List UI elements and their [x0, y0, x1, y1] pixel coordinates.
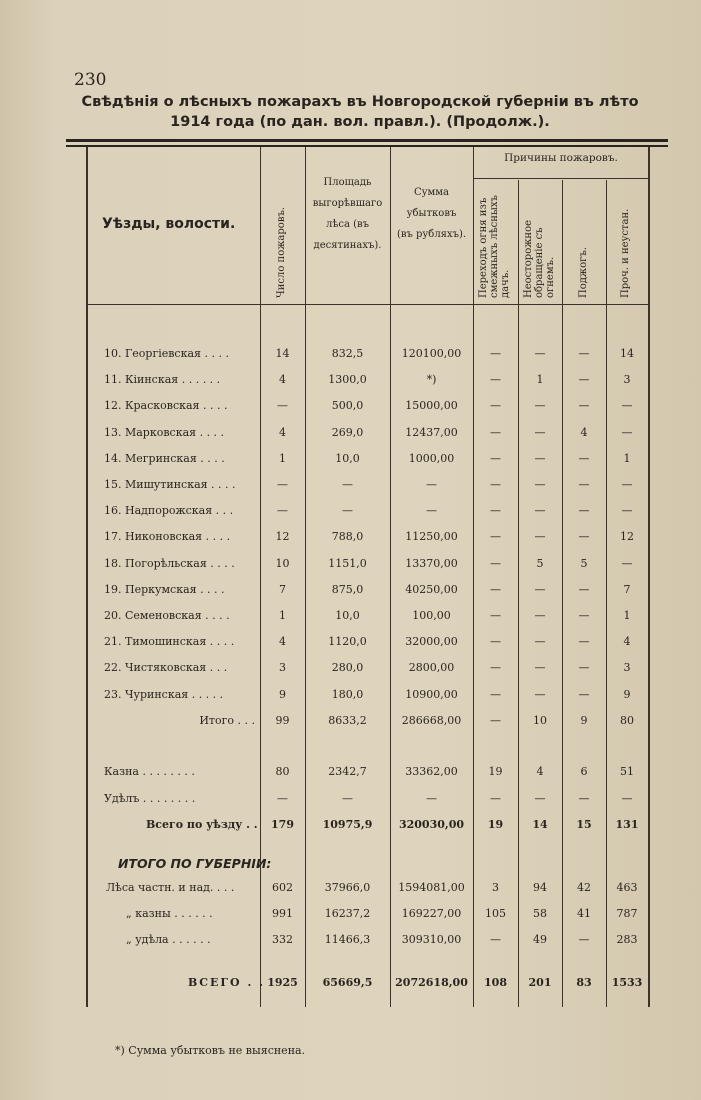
cell-c2: 1: [536, 373, 544, 386]
cell-loss: 286668,00: [401, 714, 462, 727]
cell-c4: 463: [616, 881, 638, 894]
cell-c2: 201: [528, 976, 552, 989]
cell-c4: 51: [620, 765, 634, 778]
loss-header: Сумма убытковъ (въ рубляхъ).: [396, 187, 467, 240]
cell-c3: 83: [576, 976, 592, 989]
cell-c4: 4: [623, 635, 631, 648]
row-name: 12. Красковская . . . .: [104, 399, 228, 412]
cell-c4: 1533: [611, 976, 643, 989]
cell-c4: —: [621, 478, 633, 491]
cell-area: 788,0: [331, 530, 364, 543]
cell-loss: 33362,00: [405, 765, 458, 778]
cell-area: 2342,7: [328, 765, 367, 778]
table-row: [0, 684, 701, 706]
cell-c3: —: [578, 399, 590, 412]
cell-loss: 10900,00: [405, 688, 458, 701]
cell-area: 180,0: [331, 688, 364, 701]
causes-header: Причины пожаровъ.: [504, 152, 618, 164]
cell-c2: 49: [533, 933, 547, 946]
cell-c3: —: [578, 635, 590, 648]
cell-area: 10975,9: [322, 818, 373, 831]
cell-count: 602: [272, 881, 293, 894]
cell-area: —: [342, 504, 353, 517]
table-row: [0, 710, 701, 732]
cell-count: 10: [275, 557, 290, 570]
cell-c4: —: [621, 557, 633, 570]
cell-loss: 120100,00: [401, 347, 462, 360]
cell-c1: —: [490, 688, 501, 701]
table-row: [0, 395, 701, 417]
cell-c1: —: [490, 373, 501, 386]
cell-area: 280,0: [331, 661, 364, 674]
cell-count: 332: [272, 933, 293, 946]
cell-c1: —: [490, 661, 501, 674]
cell-c1: —: [490, 583, 501, 596]
cell-area: 10,0: [335, 452, 360, 465]
header-bottom-rule: [86, 304, 648, 305]
cell-area: 65669,5: [322, 976, 373, 989]
cell-loss: 169227,00: [401, 907, 462, 920]
cell-c3: 6: [580, 765, 588, 778]
row-name: 16. Надпорожская . . .: [104, 504, 234, 517]
cell-area: 1300,0: [328, 373, 367, 386]
row-name: Итого . . .: [199, 714, 255, 727]
table-row: [0, 761, 701, 783]
table-row: [0, 474, 701, 496]
cell-area: 875,0: [331, 583, 364, 596]
table-row: [0, 972, 701, 994]
row-name: „ казны . . . . . .: [126, 907, 213, 920]
row-name: ВСЕГО . .: [188, 976, 265, 989]
cell-c2: —: [534, 426, 546, 439]
cause-spread-header: Переходъ огня изъ смежныхъ лѣсныхъ дачъ.: [478, 195, 511, 298]
cell-area: 8633,2: [328, 714, 367, 727]
cell-area: —: [342, 792, 353, 805]
count-header: Число пожаровъ.: [276, 207, 287, 298]
row-name: 22. Чистяковская . . .: [104, 661, 228, 674]
cell-c1: 3: [492, 881, 499, 894]
cell-c4: 3: [623, 661, 631, 674]
cell-area: 1120,0: [328, 635, 367, 648]
row-name: 23. Чуринская . . . . .: [104, 688, 224, 701]
cell-loss: 40250,00: [405, 583, 458, 596]
cell-c2: —: [534, 399, 546, 412]
cell-count: 179: [271, 818, 294, 831]
cell-count: 99: [275, 714, 290, 727]
table-row: [0, 903, 701, 925]
cell-loss: 1000,00: [408, 452, 455, 465]
table-row: [0, 788, 701, 810]
row-name: Всего по уѣзду . .: [146, 818, 258, 831]
cell-c2: —: [534, 583, 546, 596]
cell-area: —: [342, 478, 353, 491]
cell-loss: 2072618,00: [395, 976, 468, 989]
table-row: [0, 814, 701, 836]
cell-area: 832,5: [331, 347, 364, 360]
cell-c3: —: [578, 933, 590, 946]
cell-c2: —: [534, 452, 546, 465]
cause-careless-header: Неосторожное обращеніе съ огнемъ.: [523, 219, 556, 298]
cell-loss: 15000,00: [405, 399, 458, 412]
cell-c1: —: [490, 478, 501, 491]
row-name: Лѣса частн. и над. . . .: [106, 881, 235, 894]
table-row: [0, 631, 701, 653]
cell-c1: —: [490, 452, 501, 465]
cell-c3: —: [578, 688, 590, 701]
cell-c1: —: [490, 426, 501, 439]
table-row: [0, 500, 701, 522]
table-row: [0, 877, 701, 899]
cell-c2: —: [534, 530, 546, 543]
cell-loss: 309310,00: [401, 933, 462, 946]
table-row: [0, 929, 701, 951]
row-name: 21. Тимошинская . . . .: [104, 635, 235, 648]
cell-area: 11466,3: [324, 933, 371, 946]
table-row: [0, 343, 701, 365]
cell-count: —: [277, 792, 288, 805]
cell-loss: 1594081,00: [398, 881, 465, 894]
cell-c2: —: [534, 688, 546, 701]
cell-c3: —: [578, 583, 590, 596]
row-name: Казна . . . . . . . .: [104, 765, 195, 778]
cell-count: 1: [279, 452, 286, 465]
cell-c3: 4: [580, 426, 588, 439]
cell-count: 1: [279, 609, 286, 622]
cell-c2: 58: [533, 907, 547, 920]
cell-c3: 42: [577, 881, 591, 894]
cell-c2: 10: [533, 714, 547, 727]
row-name: 11. Кіинская . . . . . .: [104, 373, 221, 386]
cell-loss: —: [426, 504, 437, 517]
cell-c1: —: [490, 714, 501, 727]
page-title: [40, 92, 680, 132]
cell-area: 16237,2: [324, 907, 371, 920]
cell-c4: —: [621, 399, 633, 412]
cell-count: 1925: [267, 976, 298, 989]
cell-c1: —: [490, 933, 501, 946]
cell-loss: 320030,00: [398, 818, 465, 831]
district-header: Уѣзды, волости.: [102, 216, 236, 232]
cause-other-header: Проч. и неустан.: [620, 208, 631, 298]
cell-c3: —: [578, 478, 590, 491]
cell-c2: —: [534, 478, 546, 491]
cell-c3: —: [578, 452, 590, 465]
cell-count: 80: [275, 765, 290, 778]
cell-count: 12: [275, 530, 290, 543]
cell-c3: —: [578, 661, 590, 674]
cell-c1: —: [490, 557, 501, 570]
cell-c2: —: [534, 504, 546, 517]
cell-c1: —: [490, 530, 501, 543]
row-name: 10. Георгіевская . . . .: [104, 347, 229, 360]
cause-arson-header: Поджогъ.: [578, 247, 589, 298]
cell-c3: 5: [580, 557, 588, 570]
cell-c4: 9: [623, 688, 631, 701]
cell-count: 4: [279, 635, 286, 648]
cell-c3: 9: [580, 714, 588, 727]
footnote: *) Сумма убытковъ не выяснена.: [115, 1044, 306, 1057]
row-name: 15. Мишутинская . . . .: [104, 478, 236, 491]
cell-c4: 787: [616, 907, 638, 920]
top-rule: [66, 139, 668, 142]
cell-count: 991: [272, 907, 293, 920]
causes-divider: [473, 178, 648, 179]
cell-count: 7: [279, 583, 286, 596]
row-name: 20. Семеновская . . . .: [104, 609, 230, 622]
cell-c4: 283: [616, 933, 638, 946]
cell-count: 9: [279, 688, 286, 701]
cell-count: 3: [279, 661, 286, 674]
table-row: [0, 448, 701, 470]
row-name: 14. Мегринская . . . .: [104, 452, 225, 465]
cell-c1: —: [490, 399, 501, 412]
cell-c1: —: [490, 609, 501, 622]
cell-area: 269,0: [331, 426, 364, 439]
cell-count: 4: [279, 373, 286, 386]
table-row: [0, 657, 701, 679]
table-row: [0, 605, 701, 627]
cell-c2: —: [534, 792, 546, 805]
cell-c2: 14: [532, 818, 548, 831]
cell-c2: 4: [536, 765, 544, 778]
cell-loss: —: [426, 792, 437, 805]
cell-loss: 11250,00: [405, 530, 458, 543]
cell-c4: 3: [623, 373, 631, 386]
page-number: 230: [74, 70, 107, 90]
cell-c3: —: [578, 347, 590, 360]
cell-c2: —: [534, 347, 546, 360]
cell-c3: —: [578, 792, 590, 805]
cell-c4: 14: [620, 347, 634, 360]
cell-loss: *): [426, 373, 437, 386]
table-row: [0, 526, 701, 548]
row-name: 17. Никоновская . . . .: [104, 530, 231, 543]
cell-count: —: [277, 399, 288, 412]
table-row: [0, 422, 701, 444]
cell-c2: —: [534, 635, 546, 648]
cell-count: 4: [279, 426, 286, 439]
cell-c1: 19: [488, 765, 503, 778]
cell-loss: —: [426, 478, 437, 491]
cell-loss: 2800,00: [408, 661, 455, 674]
cell-loss: 12437,00: [405, 426, 458, 439]
cell-c3: 15: [576, 818, 592, 831]
cell-c1: 108: [484, 976, 507, 989]
table-row: [0, 369, 701, 391]
cell-area: 500,0: [331, 399, 364, 412]
top-rule-thin: [66, 145, 668, 147]
cell-c1: 105: [485, 907, 506, 920]
cell-c4: —: [621, 504, 633, 517]
area-header: Площадь выгорѣвшаго лѣса (въ десятинахъ).: [312, 177, 383, 251]
cell-c1: —: [490, 504, 501, 517]
row-name: 19. Перкумская . . . .: [104, 583, 225, 596]
cell-c2: —: [534, 661, 546, 674]
table-row: [0, 553, 701, 575]
row-name: 13. Марковская . . . .: [104, 426, 225, 439]
cell-area: 1151,0: [328, 557, 367, 570]
cell-c4: 131: [615, 818, 639, 831]
cell-c3: 41: [577, 907, 591, 920]
cell-c4: 1: [623, 609, 631, 622]
cell-c1: 19: [487, 818, 504, 831]
cell-c4: 7: [623, 583, 631, 596]
table-row: [0, 579, 701, 601]
cell-c4: —: [621, 792, 633, 805]
cell-c1: —: [490, 635, 501, 648]
cell-loss: 100,00: [412, 609, 451, 622]
cell-c3: —: [578, 530, 590, 543]
cell-c4: 12: [620, 530, 634, 543]
cell-loss: 13370,00: [405, 557, 458, 570]
cell-c2: —: [534, 609, 546, 622]
cell-count: —: [277, 478, 288, 491]
row-name: 18. Погорѣльская . . . .: [104, 557, 235, 570]
cell-c2: 5: [536, 557, 544, 570]
cell-c4: 1: [623, 452, 631, 465]
cell-c2: 94: [533, 881, 547, 894]
cell-c3: —: [578, 609, 590, 622]
cell-loss: 32000,00: [405, 635, 458, 648]
title-line-1: Свѣдѣнія о лѣсныхъ пожарахъ въ Новгородской губерніи въ лѣто: [81, 94, 639, 110]
row-name: „ удѣла . . . . . .: [126, 933, 211, 946]
cell-area: 10,0: [335, 609, 360, 622]
title-line-2: 1914 года (по дан. вол. правл.). (Продолж.).: [170, 114, 550, 130]
cell-count: 14: [275, 347, 290, 360]
cell-c4: —: [621, 426, 633, 439]
cell-count: —: [277, 504, 288, 517]
guberniya-heading: ИТОГО ПО ГУБЕРНІИ:: [118, 856, 272, 871]
cell-c4: 80: [620, 714, 634, 727]
cell-c3: —: [578, 373, 590, 386]
cell-c3: —: [578, 504, 590, 517]
cell-c1: —: [490, 792, 501, 805]
row-name: Удѣлъ . . . . . . . .: [104, 792, 196, 805]
cell-c1: —: [490, 347, 501, 360]
cell-area: 37966,0: [324, 881, 371, 894]
